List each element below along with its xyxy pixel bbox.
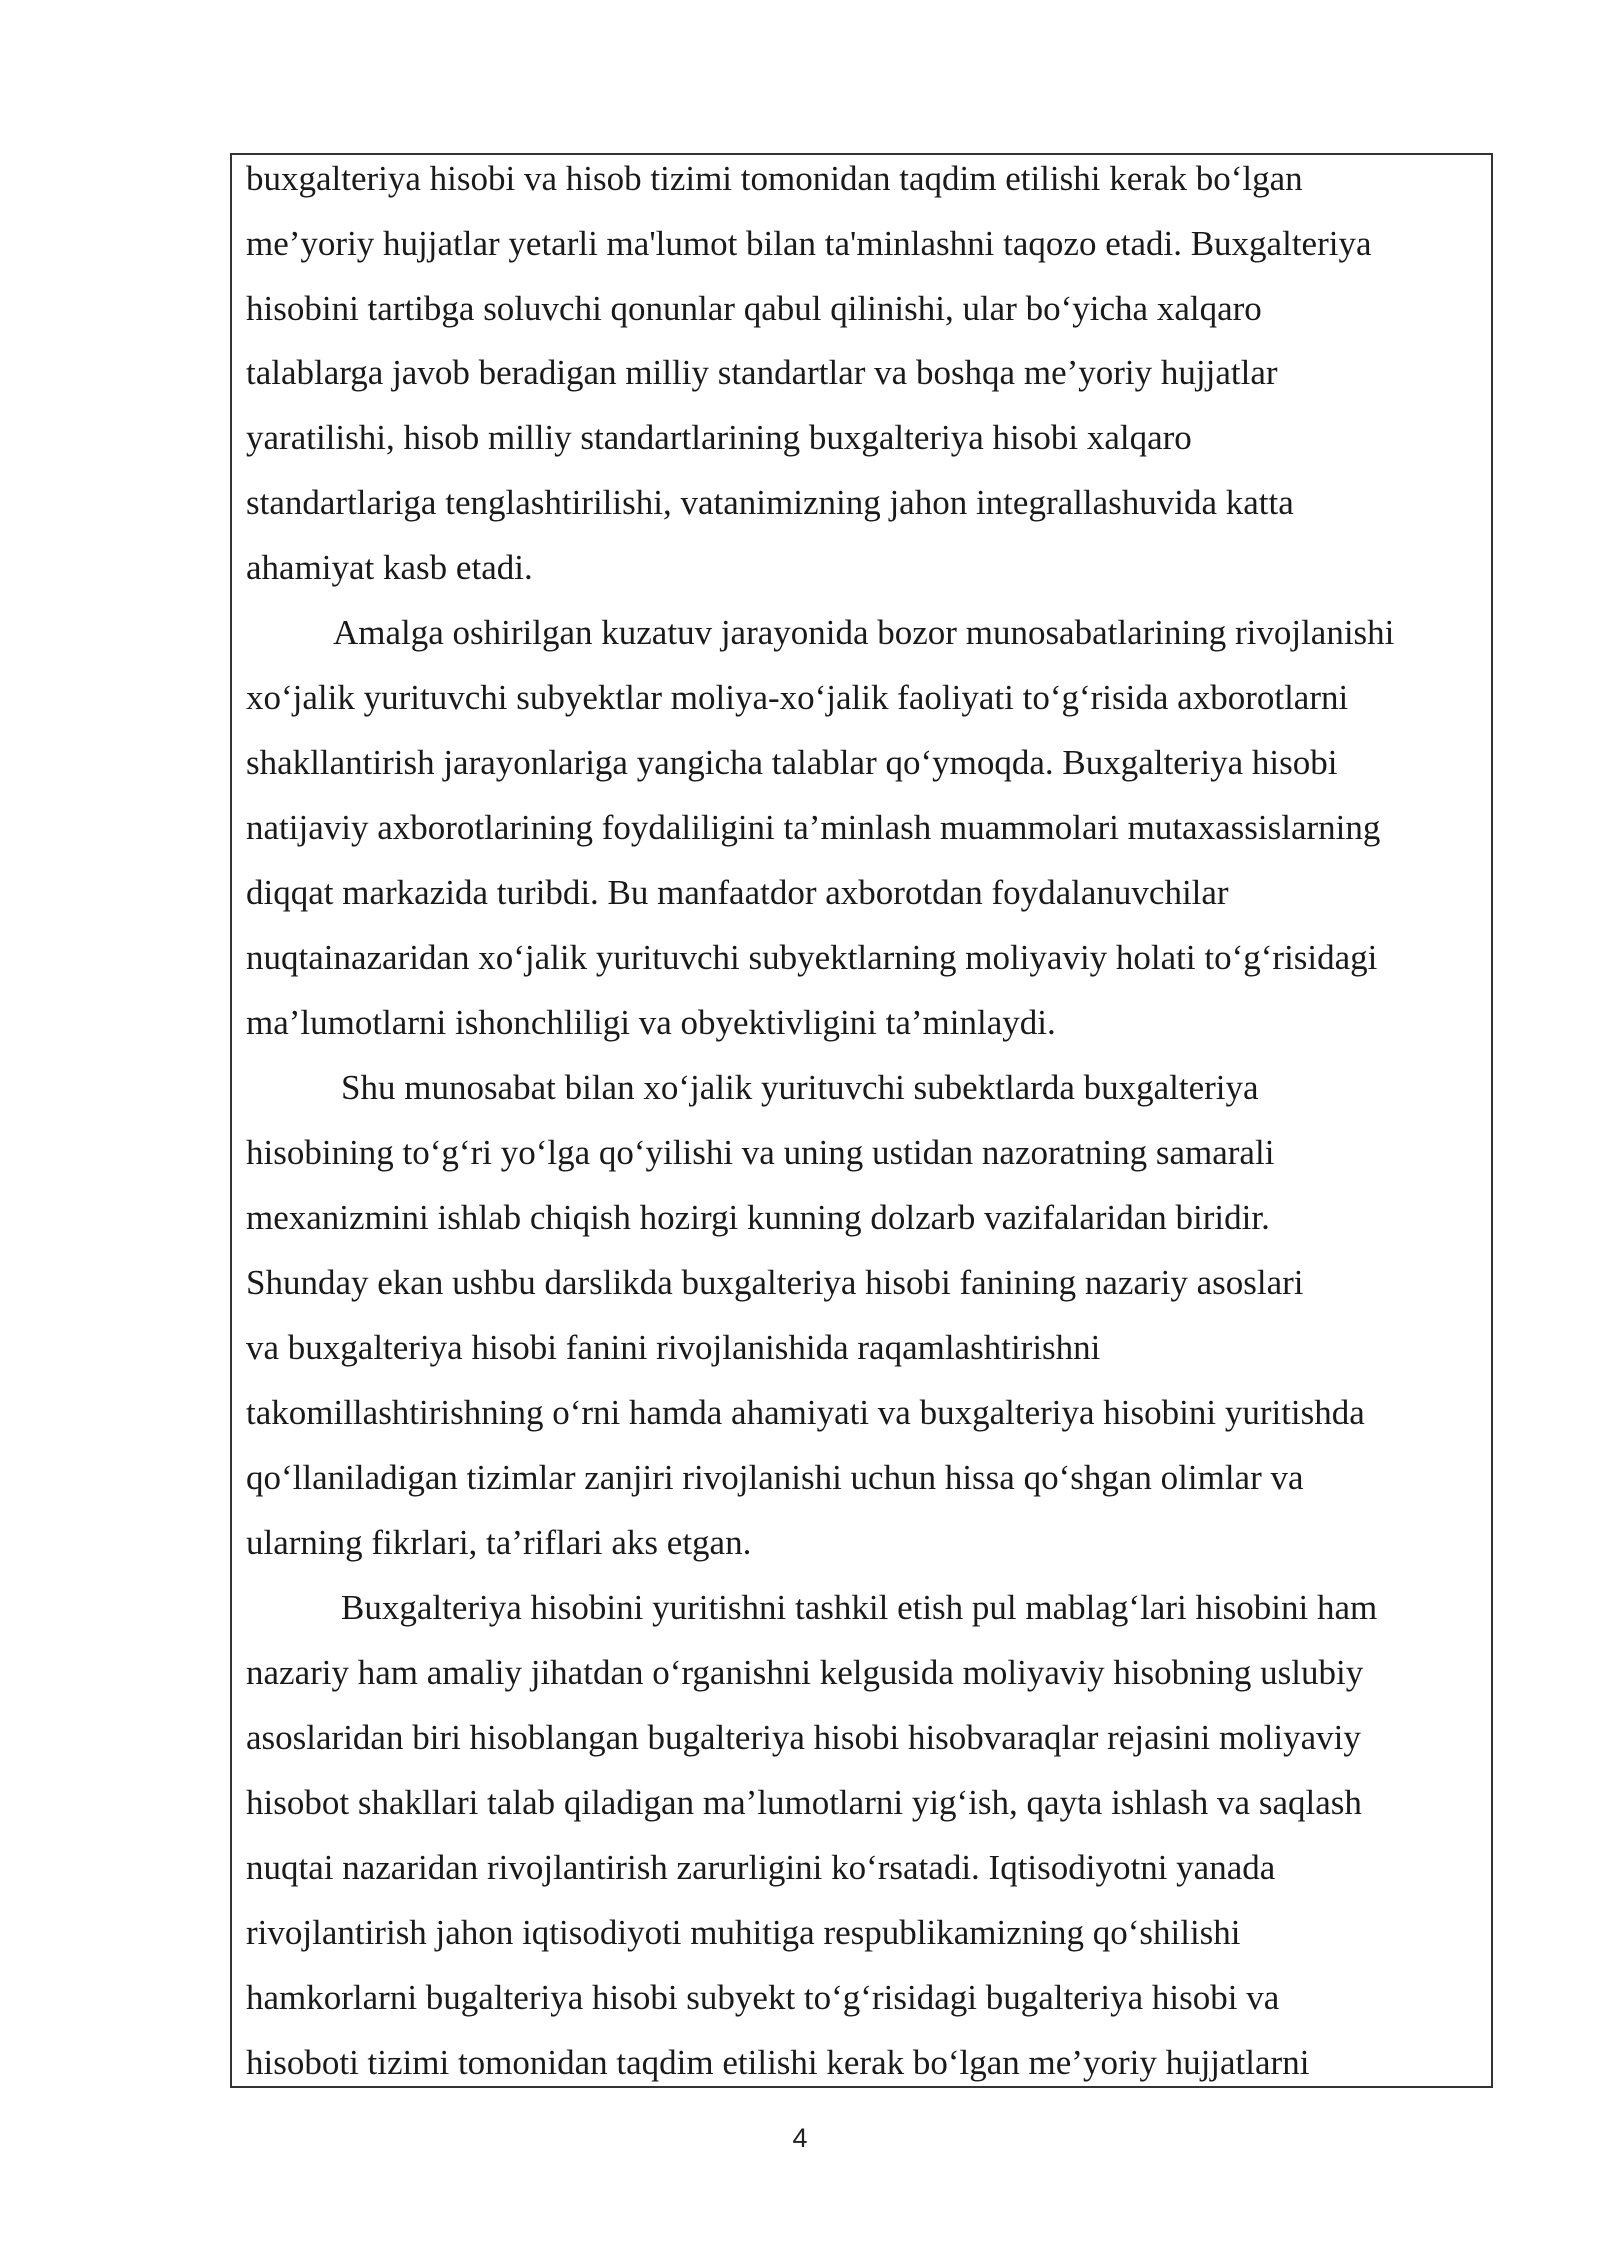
text-line: ularning fikrlari, ta’riflari aks etgan.: [246, 1523, 752, 1562]
text-line: nuqtainazaridan xo‘jalik yurituvchi subyektlarning moliyaviy holati to‘g‘risidagi: [246, 938, 1378, 977]
text-line: standartlariga tenglashtirilishi, vatanimizning jahon integrallashuvida katta: [246, 483, 1294, 522]
paragraph-first-line: Buxgalteriya hisobini yuritishni tashkil etish pul mablag‘lari hisobini ham: [341, 1588, 1378, 1627]
text-line: rivojlantirish jahon iqtisodiyoti muhitiga respublikamizning qo‘shilishi: [246, 1913, 1241, 1952]
text-line: hisobining to‘g‘ri yo‘lga qo‘yilishi va uning ustidan nazoratning samarali: [246, 1133, 1275, 1172]
text-line: ahamiyat kasb etadi.: [246, 548, 533, 587]
text-line: hisobini tartibga soluvchi qonunlar qabul qilinishi, ular bo‘yicha xalqaro: [246, 289, 1262, 328]
text-line: hisoboti tizimi tomonidan taqdim etilishi kerak bo‘lgan me’yoriy hujjatlarni: [246, 2043, 1310, 2082]
text-line: nazariy ham amaliy jihatdan o‘rganishni kelgusida moliyaviy hisobning uslubiy: [246, 1653, 1364, 1692]
text-frame: [230, 153, 1493, 2088]
paragraph-first-line: Shu munosabat bilan xo‘jalik yurituvchi subektlarda buxgalteriya: [341, 1068, 1259, 1107]
text-line: talablarga javob beradigan milliy standartlar va boshqa me’yoriy hujjatlar: [246, 353, 1278, 392]
text-line: mexanizmini ishlab chiqish hozirgi kunning dolzarb vazifalaridan biridir.: [246, 1198, 1270, 1237]
text-line: takomillashtirishning o‘rni hamda ahamiyati va buxgalteriya hisobini yuritishda: [246, 1393, 1365, 1432]
text-line: me’yoriy hujjatlar yetarli ma'lumot bilan ta'minlashni taqozo etadi. Buxgalteriya: [246, 224, 1372, 263]
text-line: Shunday ekan ushbu darslikda buxgalteriya hisobi fanining nazariy asoslari: [246, 1263, 1304, 1302]
text-line: yaratilishi, hisob milliy standartlarining buxgalteriya hisobi xalqaro: [246, 418, 1192, 457]
text-line: va buxgalteriya hisobi fanini rivojlanishida raqamlashtirishni: [246, 1328, 1101, 1367]
text-line: hamkorlarni bugalteriya hisobi subyekt to‘g‘risidagi bugalteriya hisobi va: [246, 1978, 1280, 2017]
text-line: qo‘llaniladigan tizimlar zanjiri rivojlanishi uchun hissa qo‘shgan olimlar va: [246, 1458, 1304, 1497]
text-line: buxgalteriya hisobi va hisob tizimi tomonidan taqdim etilishi kerak bo‘lgan: [246, 159, 1303, 198]
text-line: nuqtai nazaridan rivojlantirish zarurligini ko‘rsatadi. Iqtisodiyotni yanada: [246, 1848, 1276, 1887]
text-line: xo‘jalik yurituvchi subyektlar moliya-xo‘jalik faoliyati to‘g‘risida axborotlarni: [246, 678, 1349, 717]
text-line: asoslaridan biri hisoblangan bugalteriya hisobi hisobvaraqlar rejasini moliyaviy: [246, 1718, 1361, 1757]
text-line: natijaviy axborotlarining foydaliligini ta’minlash muammolari mutaxassislarning: [246, 808, 1381, 847]
text-line: diqqat markazida turibdi. Bu manfaatdor axborotdan foydalanuvchilar: [246, 873, 1229, 912]
paragraph-first-line: Amalga oshirilgan kuzatuv jarayonida bozor munosabatlarining rivojlanishi: [333, 613, 1395, 652]
page-number: 4: [792, 2123, 808, 2153]
text-line: ma’lumotlarni ishonchliligi va obyektivligini ta’minlaydi.: [246, 1003, 1056, 1042]
text-line: hisobot shakllari talab qiladigan ma’lumotlarni yig‘ish, qayta ishlash va saqlash: [246, 1783, 1362, 1822]
text-line: shakllantirish jarayonlariga yangicha talablar qo‘ymoqda. Buxgalteriya hisobi: [246, 743, 1338, 782]
